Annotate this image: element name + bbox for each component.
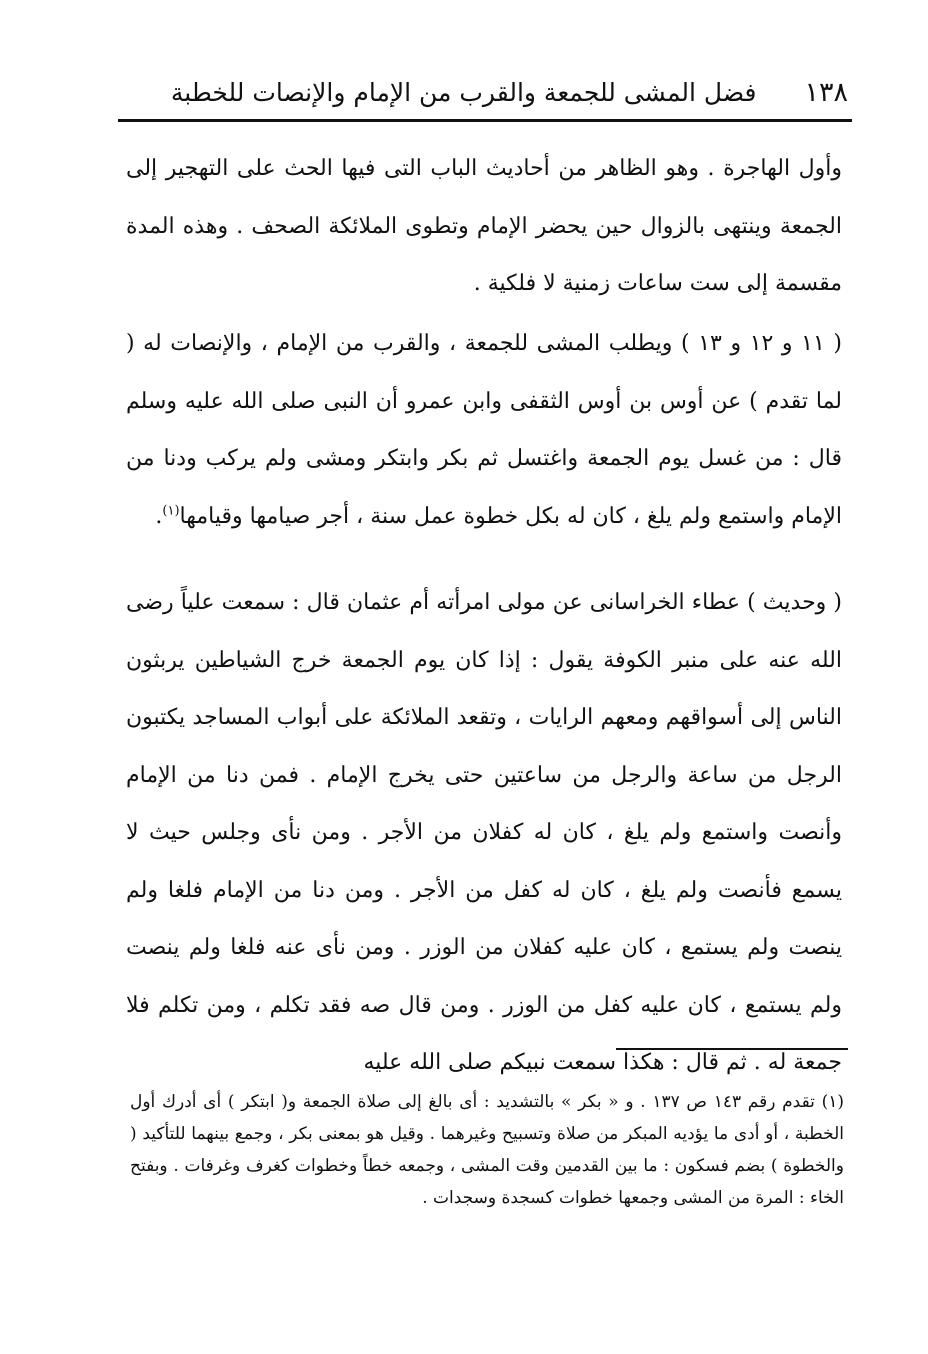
paragraph-3: [126, 574, 842, 1092]
page-header: [118, 72, 848, 112]
paragraph-2: [126, 315, 842, 545]
paragraph-text: وأول الهاجرة . وهو الظاهر من أحاديث الباب التى فيها الحث على التهجير إلى الجمعة وينتهى بالزوال حين يحضر الإمام وتطوى الملائكة الصحف . وهذه المدة مقسمة إلى ست ساعات زمنية لا فلكية .: [126, 156, 842, 296]
paragraph-body: ( ١١ و ١٢ و ١٣ ) ويطلب المشى للجمعة ، والقرب من الإمام ، والإنصات له ( لما تقدم ) عن أوس بن أوس الثقفى وابن عمرو أن النبى صلى الله عليه وسلم قال : من غسل يوم الجمعة واغتسل ثم بكر وابتكر ومشى ولم يركب ودنا من الإمام واستمع ولم يلغ ، كان له بكل خطوة عمل سنة ، أجر صيامها وقيامها: [126, 331, 842, 529]
paragraph-text: ( وحديث ) عطاء الخراسانى عن مولى امرأته أم عثمان قال : سمعت علياً رضى الله عنه على منبر الكوفة يقول : إذا كان يوم الجمعة خرج الشياطين يربثون الناس إلى أسواقهم ومعهم الرايات ، وتقعد الملائكة على أبواب المساجد يكتبون الرجل من ساعة والرجل من ساعتين حتى يخرج الإمام . فمن دنا من الإمام وأنصت واستمع ولم يلغ ، كان له كفلان من الأجر . ومن نأى وجلس حيث لا يسمع فأنصت ولم يلغ ، كان له كفل من الأجر . ومن دنا من الإمام فلغا ولم ينصت ولم يستمع ، كان عليه كفلان من الوزر . ومن نأى عنه فلغا ولم ينصت ولم يستمع ، كان عليه كفل من الوزر . ومن قال صه فقد تكلم ، ومن تكلم فلا جمعة له . ثم قال : هكذا سمعت نبيكم صلى الله عليه: [126, 590, 843, 1075]
footnote-1: (١) تقدم رقم ١٤٣ ص ١٣٧ . و « بكر » بالتشديد : أى بالغ إلى صلاة الجمعة و( ابتكر ) أى أدرك أول الخطبة ، أو أدى ما يؤديه المبكر من صلاة وتسبيح وغيرهما . وقيل هو بمعنى بكر ، وجمع بينهما للتأكيد ( والخطوة ) بضم فسكون : ما بين القدمين وقت المشى ، وجمعه خطاً وخطوات كغرف وغرفات . وبفتح الخاء : المرة من المشى وجمعها خطوات كسجدة وسجدات .: [130, 1092, 844, 1208]
footnotes: [130, 1086, 844, 1214]
paragraph-1: [126, 140, 842, 313]
paragraph-text: [126, 315, 842, 545]
header-rule: [118, 119, 852, 122]
footnote-separator: [616, 1048, 848, 1050]
page-number: ١٣٨: [804, 76, 848, 108]
paragraph-end: .: [155, 503, 163, 529]
footnote-ref: (١): [162, 503, 180, 519]
running-title: فضل المشى للجمعة والقرب من الإمام والإنصات للخطبة: [170, 77, 757, 107]
